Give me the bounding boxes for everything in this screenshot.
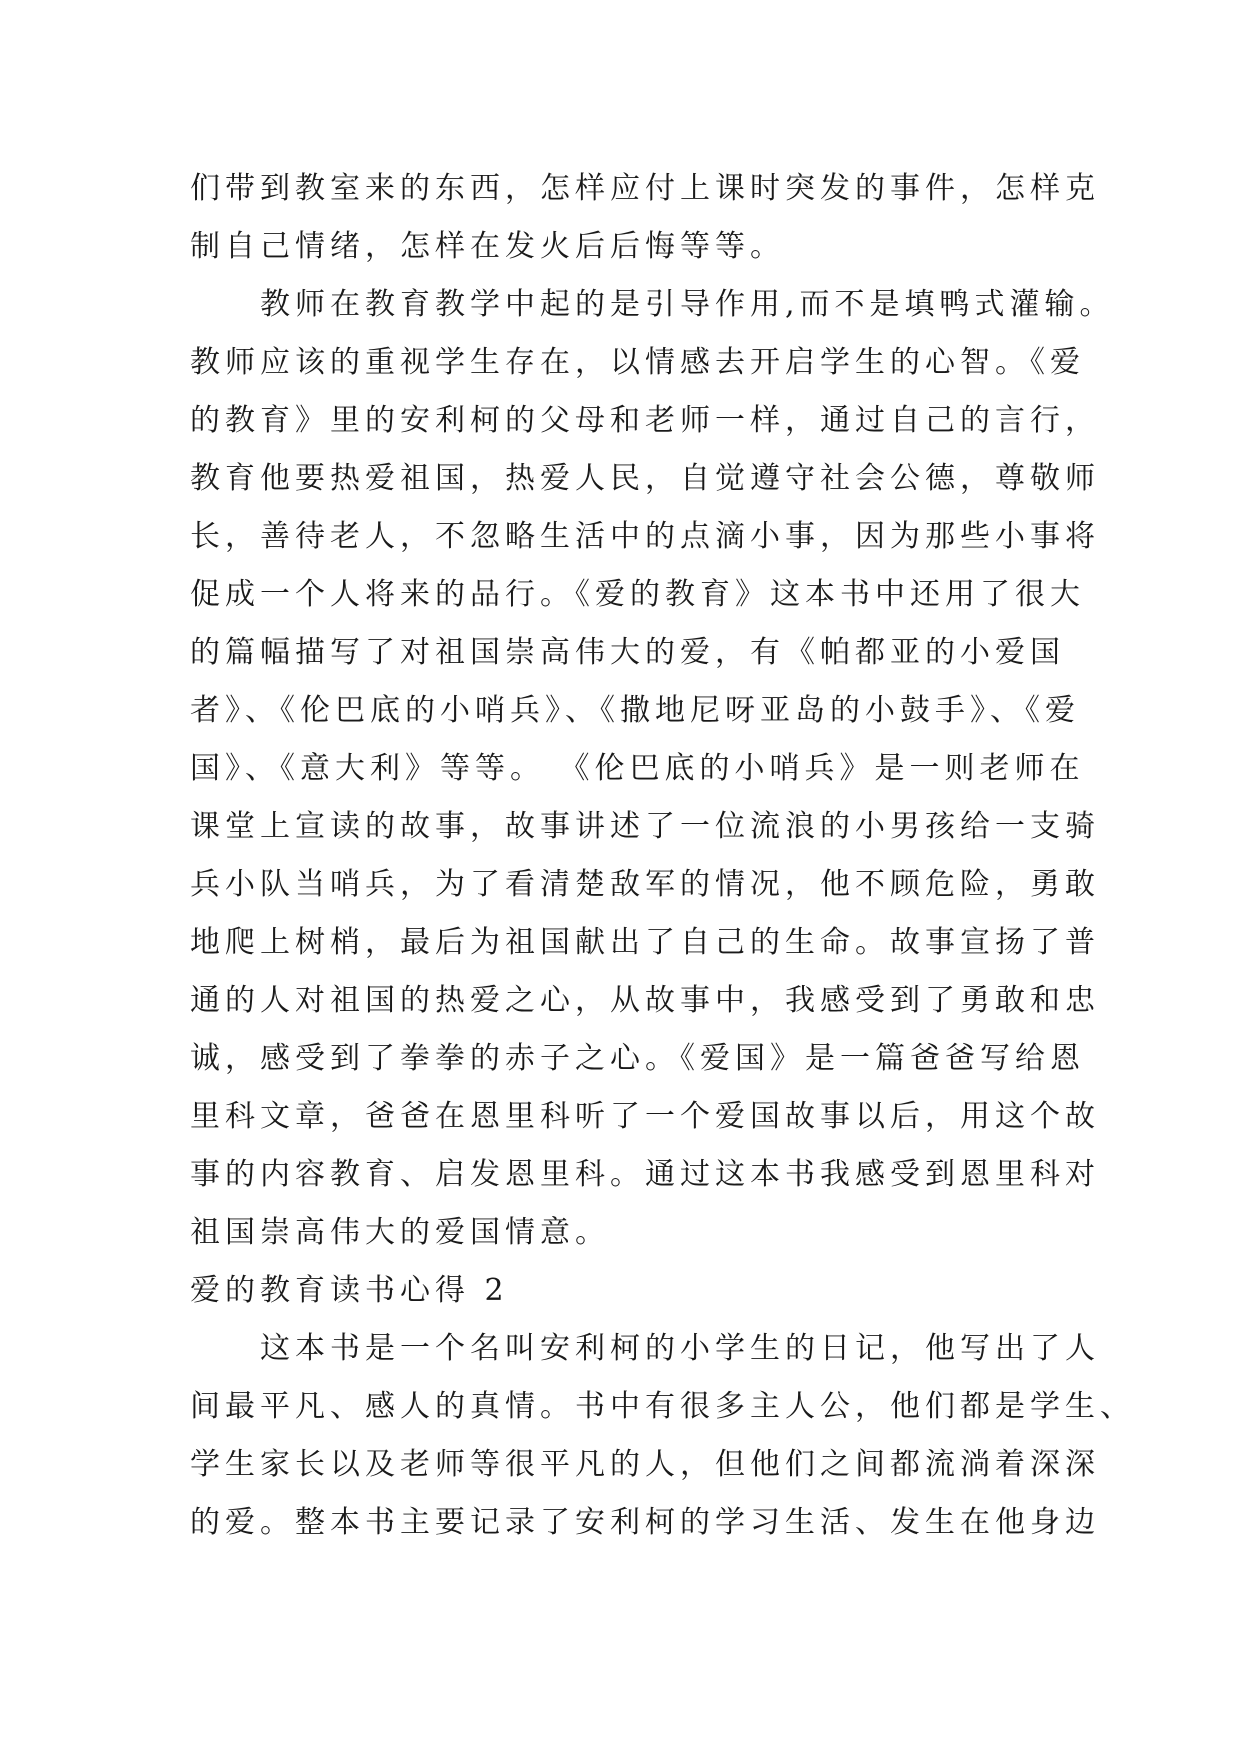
text-line: 里科文章，爸爸在恩里科听了一个爱国故事以后，用这个故 [190,1099,1100,1134]
text-line: 促成一个人将来的品行。《爱的教育》这本书中还用了很大 [190,577,1085,612]
paragraph-start-line: 教师在教育教学中起的是引导作用,而不是填鸭式灌输。 [260,287,1115,322]
text-line: 地爬上树梢，最后为祖国献出了自己的生命。故事宣扬了普 [190,925,1100,960]
text-line: 事的内容教育、启发恩里科。通过这本书我感受到恩里科对 [190,1157,1100,1192]
text-line: 诚，感受到了拳拳的赤子之心。《爱国》是一篇爸爸写给恩 [190,1041,1085,1076]
text-line: 祖国崇高伟大的爱国情意。 [190,1215,610,1250]
text-line: 间最平凡、感人的真情。书中有很多主人公，他们都是学生、 [190,1389,1135,1424]
text-line: 学生家长以及老师等很平凡的人，但他们之间都流淌着深深 [190,1447,1100,1482]
text-line: 的教育》里的安利柯的父母和老师一样，通过自己的言行， [190,403,1100,438]
text-line: 教育他要热爱祖国，热爱人民，自觉遵守社会公德，尊敬师 [190,461,1100,496]
text-line: 课堂上宣读的故事，故事讲述了一位流浪的小男孩给一支骑 [190,809,1100,844]
text-line: 国》、《意大利》等等。 《伦巴底的小哨兵》是一则老师在 [190,751,1085,786]
text-line: 教师应该的重视学生存在，以情感去开启学生的心智。《爱 [190,345,1085,380]
text-line: 者》、《伦巴底的小哨兵》、《撒地尼呀亚岛的小鼓手》、《爱 [190,693,1080,728]
text-line: 通的人对祖国的热爱之心，从故事中，我感受到了勇敢和忠 [190,983,1100,1018]
text-line: 长，善待老人，不忽略生活中的点滴小事，因为那些小事将 [190,519,1100,554]
text-line: 兵小队当哨兵，为了看清楚敌军的情况，他不顾危险，勇敢 [190,867,1100,902]
paragraph-start-line: 这本书是一个名叫安利柯的小学生的日记，他写出了人 [260,1331,1100,1366]
text-line: 的篇幅描写了对祖国崇高伟大的爱，有《帕都亚的小爱国 [190,635,1065,670]
text-line: 制自己情绪，怎样在发火后后悔等等。 [190,229,785,264]
text-line: 的爱。整本书主要记录了安利柯的学习生活、发生在他身边 [190,1505,1100,1540]
section-heading: 爱的教育读书心得 2 [190,1273,509,1308]
body-text [190,160,1135,1552]
text-line: 们带到教室来的东西，怎样应付上课时突发的事件，怎样克 [190,171,1100,206]
